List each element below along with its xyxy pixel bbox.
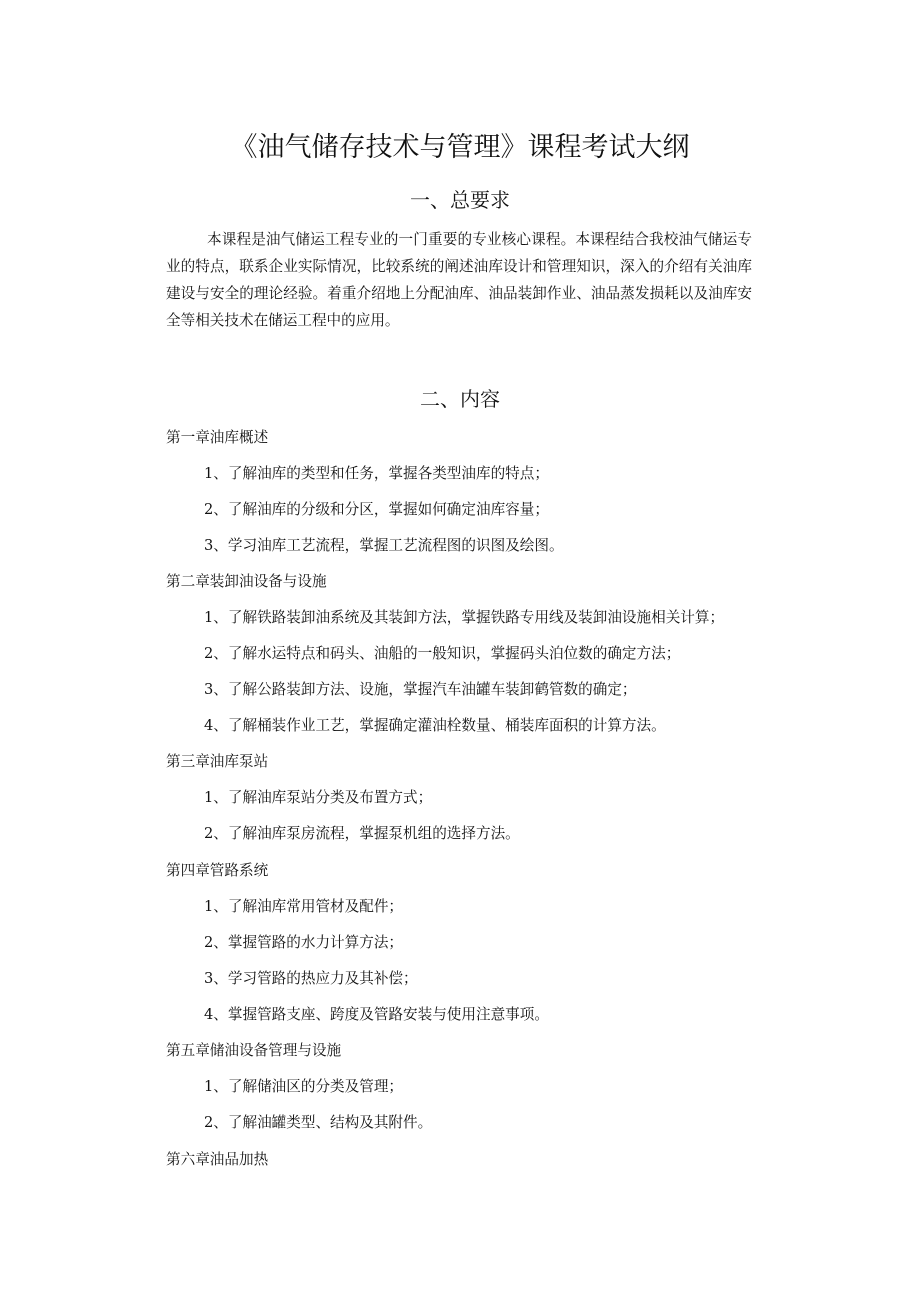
chapter-title: 第五章储油设备管理与设施 [166, 1042, 342, 1059]
chapter-title: 第一章油库概述 [166, 429, 269, 446]
chapter-item: 1、了解铁路装卸油系统及其装卸方法，掌握铁路专用线及装卸油设施相关计算； [204, 609, 725, 626]
chapter-title: 第四章管路系统 [166, 862, 269, 879]
chapter-item: 4、了解桶装作业工艺，掌握确定灌油栓数量、桶装库面积的计算方法。 [204, 717, 666, 734]
document-title: 《油气储存技术与管理》课程考试大纲 [230, 132, 690, 163]
general-requirements-paragraph: 本课程是油气储运工程专业的一门重要的专业核心课程。本课程结合我校油气储运专业的特点，联系企业实际情况，比较系统的阐述油库设计和管理知识，深入的介绍有关油库建设与安全的理论经验。着重介绍地上分配油库、油品装卸作业、油品蒸发损耗以及油库安全等相关技术在储运工程中的应用。 [166, 231, 752, 329]
chapter-item: 2、掌握管路的水力计算方法； [204, 934, 404, 951]
section-heading-general-requirements: 一、总要求 [410, 188, 510, 212]
chapter-item: 3、学习油库工艺流程，掌握工艺流程图的识图及绘图。 [204, 537, 564, 554]
section-heading-content: 二、内容 [420, 387, 500, 411]
chapter-item: 1、了解储油区的分类及管理； [204, 1078, 404, 1095]
chapter-item: 1、了解油库泵站分类及布置方式； [204, 789, 433, 806]
chapter-title: 第二章装卸油设备与设施 [166, 573, 327, 590]
chapter-item: 2、了解油库的分级和分区，掌握如何确定油库容量； [204, 501, 549, 518]
chapter-item: 4、掌握管路支座、跨度及管路安装与使用注意事项。 [204, 1006, 549, 1023]
chapter-title: 第六章油品加热 [166, 1151, 269, 1168]
chapter-item: 2、了解油库泵房流程，掌握泵机组的选择方法。 [204, 825, 520, 842]
chapter-item: 2、了解油罐类型、结构及其附件。 [204, 1114, 433, 1131]
chapter-item: 3、了解公路装卸方法、设施，掌握汽车油罐车装卸鹤管数的确定； [204, 681, 637, 698]
chapter-item: 2、了解水运特点和码头、油船的一般知识，掌握码头泊位数的确定方法； [204, 645, 681, 662]
chapter-item: 3、学习管路的热应力及其补偿； [204, 970, 418, 987]
chapter-title: 第三章油库泵站 [166, 753, 269, 770]
chapter-item: 1、了解油库常用管材及配件； [204, 898, 404, 915]
chapter-item: 1、了解油库的类型和任务，掌握各类型油库的特点； [204, 465, 549, 482]
